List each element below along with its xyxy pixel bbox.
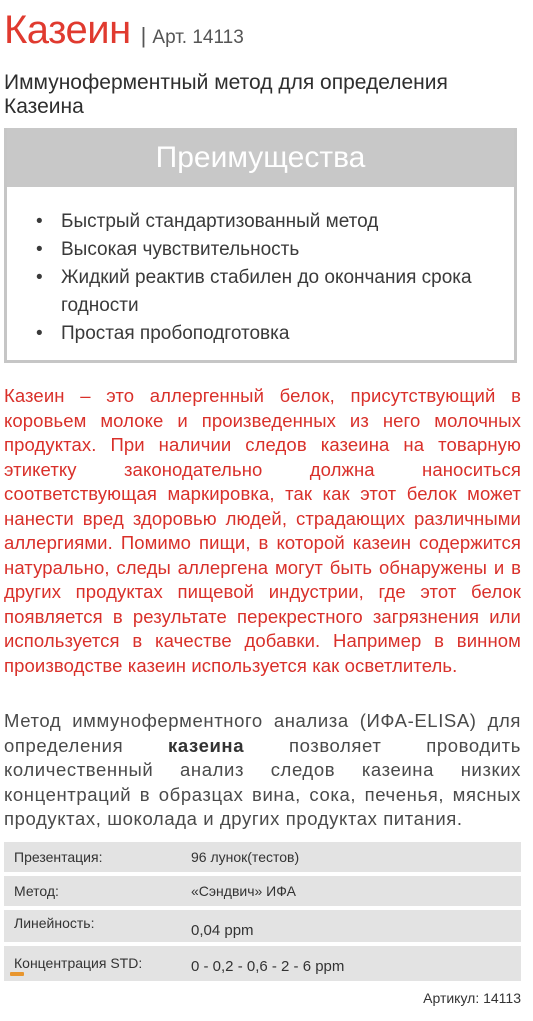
spec-row-std-concentration: [4, 946, 521, 981]
advantage-text: Высокая чувствительность: [61, 239, 300, 260]
article-number: Арт. 14113: [152, 27, 244, 48]
spec-row-method: [4, 876, 521, 906]
spec-value: 0,04 ppm: [191, 922, 254, 939]
title-separator: |: [140, 23, 147, 48]
spec-value: «Сэндвич» ИФА: [191, 883, 296, 899]
page-header: [4, 8, 244, 53]
advantage-item: [7, 208, 514, 236]
bullet-icon: •: [36, 239, 43, 260]
spec-table: [4, 842, 521, 985]
advantage-item: [7, 264, 514, 320]
footer-article: Артикул: 14113: [423, 990, 521, 1006]
advantage-item: [7, 320, 514, 348]
method-text-end: позволяет проводить количественный анализ следов казеина низких концентраций в образцах вина, сока, печенья, мясных продуктах, шоколада и других продуктах питания.: [4, 734, 521, 829]
advantage-item: [7, 236, 514, 264]
method-description: [4, 709, 521, 832]
bullet-icon: •: [36, 267, 43, 288]
advantage-text: Быстрый стандартизованный метод: [61, 211, 379, 232]
advantages-box: [4, 128, 517, 363]
spec-key: Презентация:: [14, 849, 103, 865]
method-text-start: Метод иммуноферментного анализа (ИФА-ELISA) для определения: [4, 710, 521, 756]
spec-key: Линейность:: [14, 915, 95, 931]
spec-key: Концентрация STD:: [14, 955, 143, 971]
spec-value: 96 лунок(тестов): [191, 849, 300, 865]
bullet-icon: •: [36, 323, 43, 344]
casein-description: Казеин – это аллергенный белок, присутствующий в коровьем молоке и произведенных из него молочных продуктах. При наличии следов казеина на товарную этикетку законодательно должна наноситься соответствующая маркировка, так как этот белок может нанести вред здоровью людей, страдающих различными аллергиями. Помимо пищи, в которой казеин содержится натурально, следы аллергена могут быть обнаружены и в других продуктах пищевой индустрии, где этот белок появляется в результате перекрестного загрязнения или используется в качестве добавки. Например в винном производстве казеин используется как осветлитель.: [4, 385, 521, 676]
orange-marker-decoration: [10, 972, 24, 976]
advantages-heading: Преимущества: [7, 128, 514, 187]
spec-row-linearity: [4, 910, 521, 942]
page-subtitle: Иммуноферментный метод для определения Казеина: [4, 71, 448, 118]
spec-value: 0 - 0,2 - 0,6 - 2 - 6 ppm: [191, 958, 345, 975]
spec-key: Метод:: [14, 883, 59, 899]
method-text-bold: казеина: [168, 734, 245, 756]
advantage-text: Простая пробоподготовка: [61, 323, 290, 344]
spec-row-presentation: [4, 842, 521, 872]
bullet-icon: •: [36, 211, 43, 232]
page-title: Казеин: [4, 8, 131, 52]
advantage-text: Жидкий реактив стабилен до окончания срока годности: [61, 267, 472, 316]
advantages-list: [7, 187, 514, 348]
